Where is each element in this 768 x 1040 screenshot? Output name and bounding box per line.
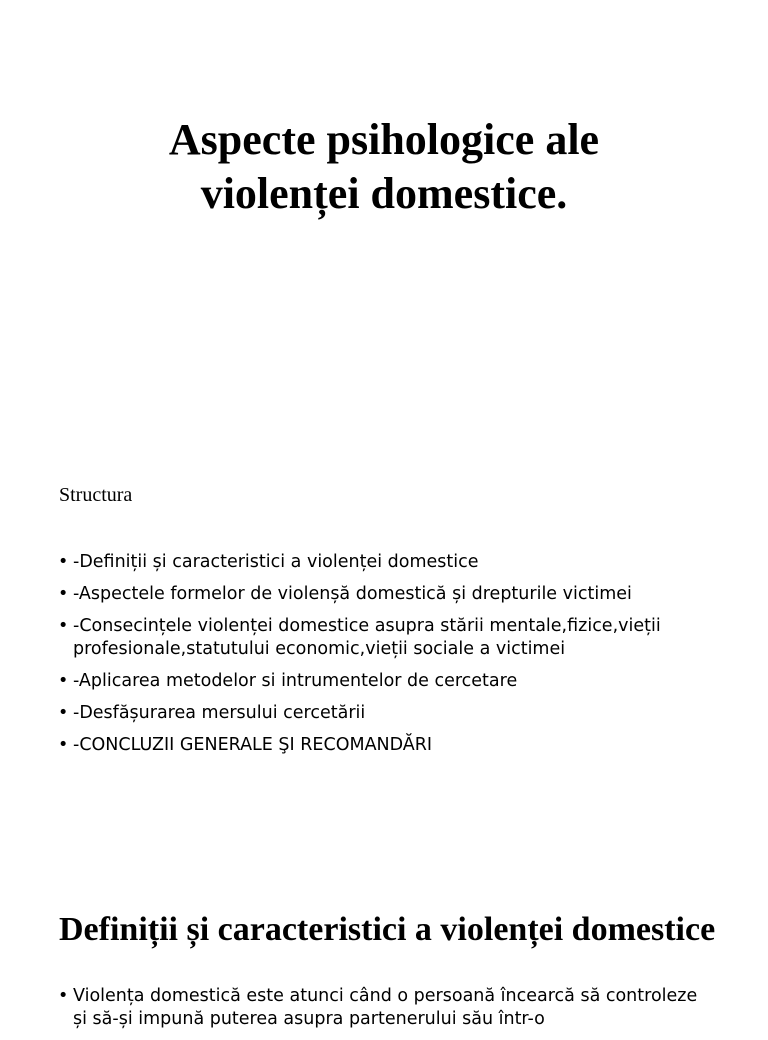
bullet-icon: • [58,671,69,691]
slide-title [84,113,684,221]
definitions-list [58,985,708,1040]
list-item-text: -CONCLUZII GENERALE ŞI RECOMANDĂRI [73,735,433,755]
structure-list [58,551,708,766]
list-item-text: -Aspectele formelor de violenșă domestică și drepturile victimei [73,584,632,604]
bullet-icon: • [58,552,69,572]
bullet-icon: • [58,735,69,755]
title-line-1: Aspecte psihologice ale [168,115,600,164]
list-item-text: -Aplicarea metodelor si intrumentelor de cercetare [73,671,518,691]
list-item-text: Violența domestică este atunci când o persoană încearcă să controleze și să-și impună puterea asupra partenerului său într-o [73,986,698,1029]
list-item [58,615,708,661]
list-item-text: -Consecințele violenței domestice asupra stării mentale,fizice,vieții profesionale,statutului economic,vieții sociale a victimei [73,616,661,659]
definitions-heading: Definiții și caracteristici a violenței domestice [59,911,716,948]
title-line-2: violenței domestice. [200,169,568,218]
list-item [58,734,708,757]
list-item [58,551,708,574]
list-item-text: -Definiții și caracteristici a violenței domestice [73,552,479,572]
bullet-icon: • [58,616,69,636]
bullet-icon: • [58,584,69,604]
list-item-text: -Desfășurarea mersului cercetării [73,703,366,723]
bullet-icon: • [58,703,69,723]
structure-heading: Structura [59,484,133,506]
list-item [58,985,708,1031]
list-item [58,702,708,725]
bullet-icon: • [58,986,69,1006]
list-item [58,583,708,606]
list-item [58,670,708,693]
